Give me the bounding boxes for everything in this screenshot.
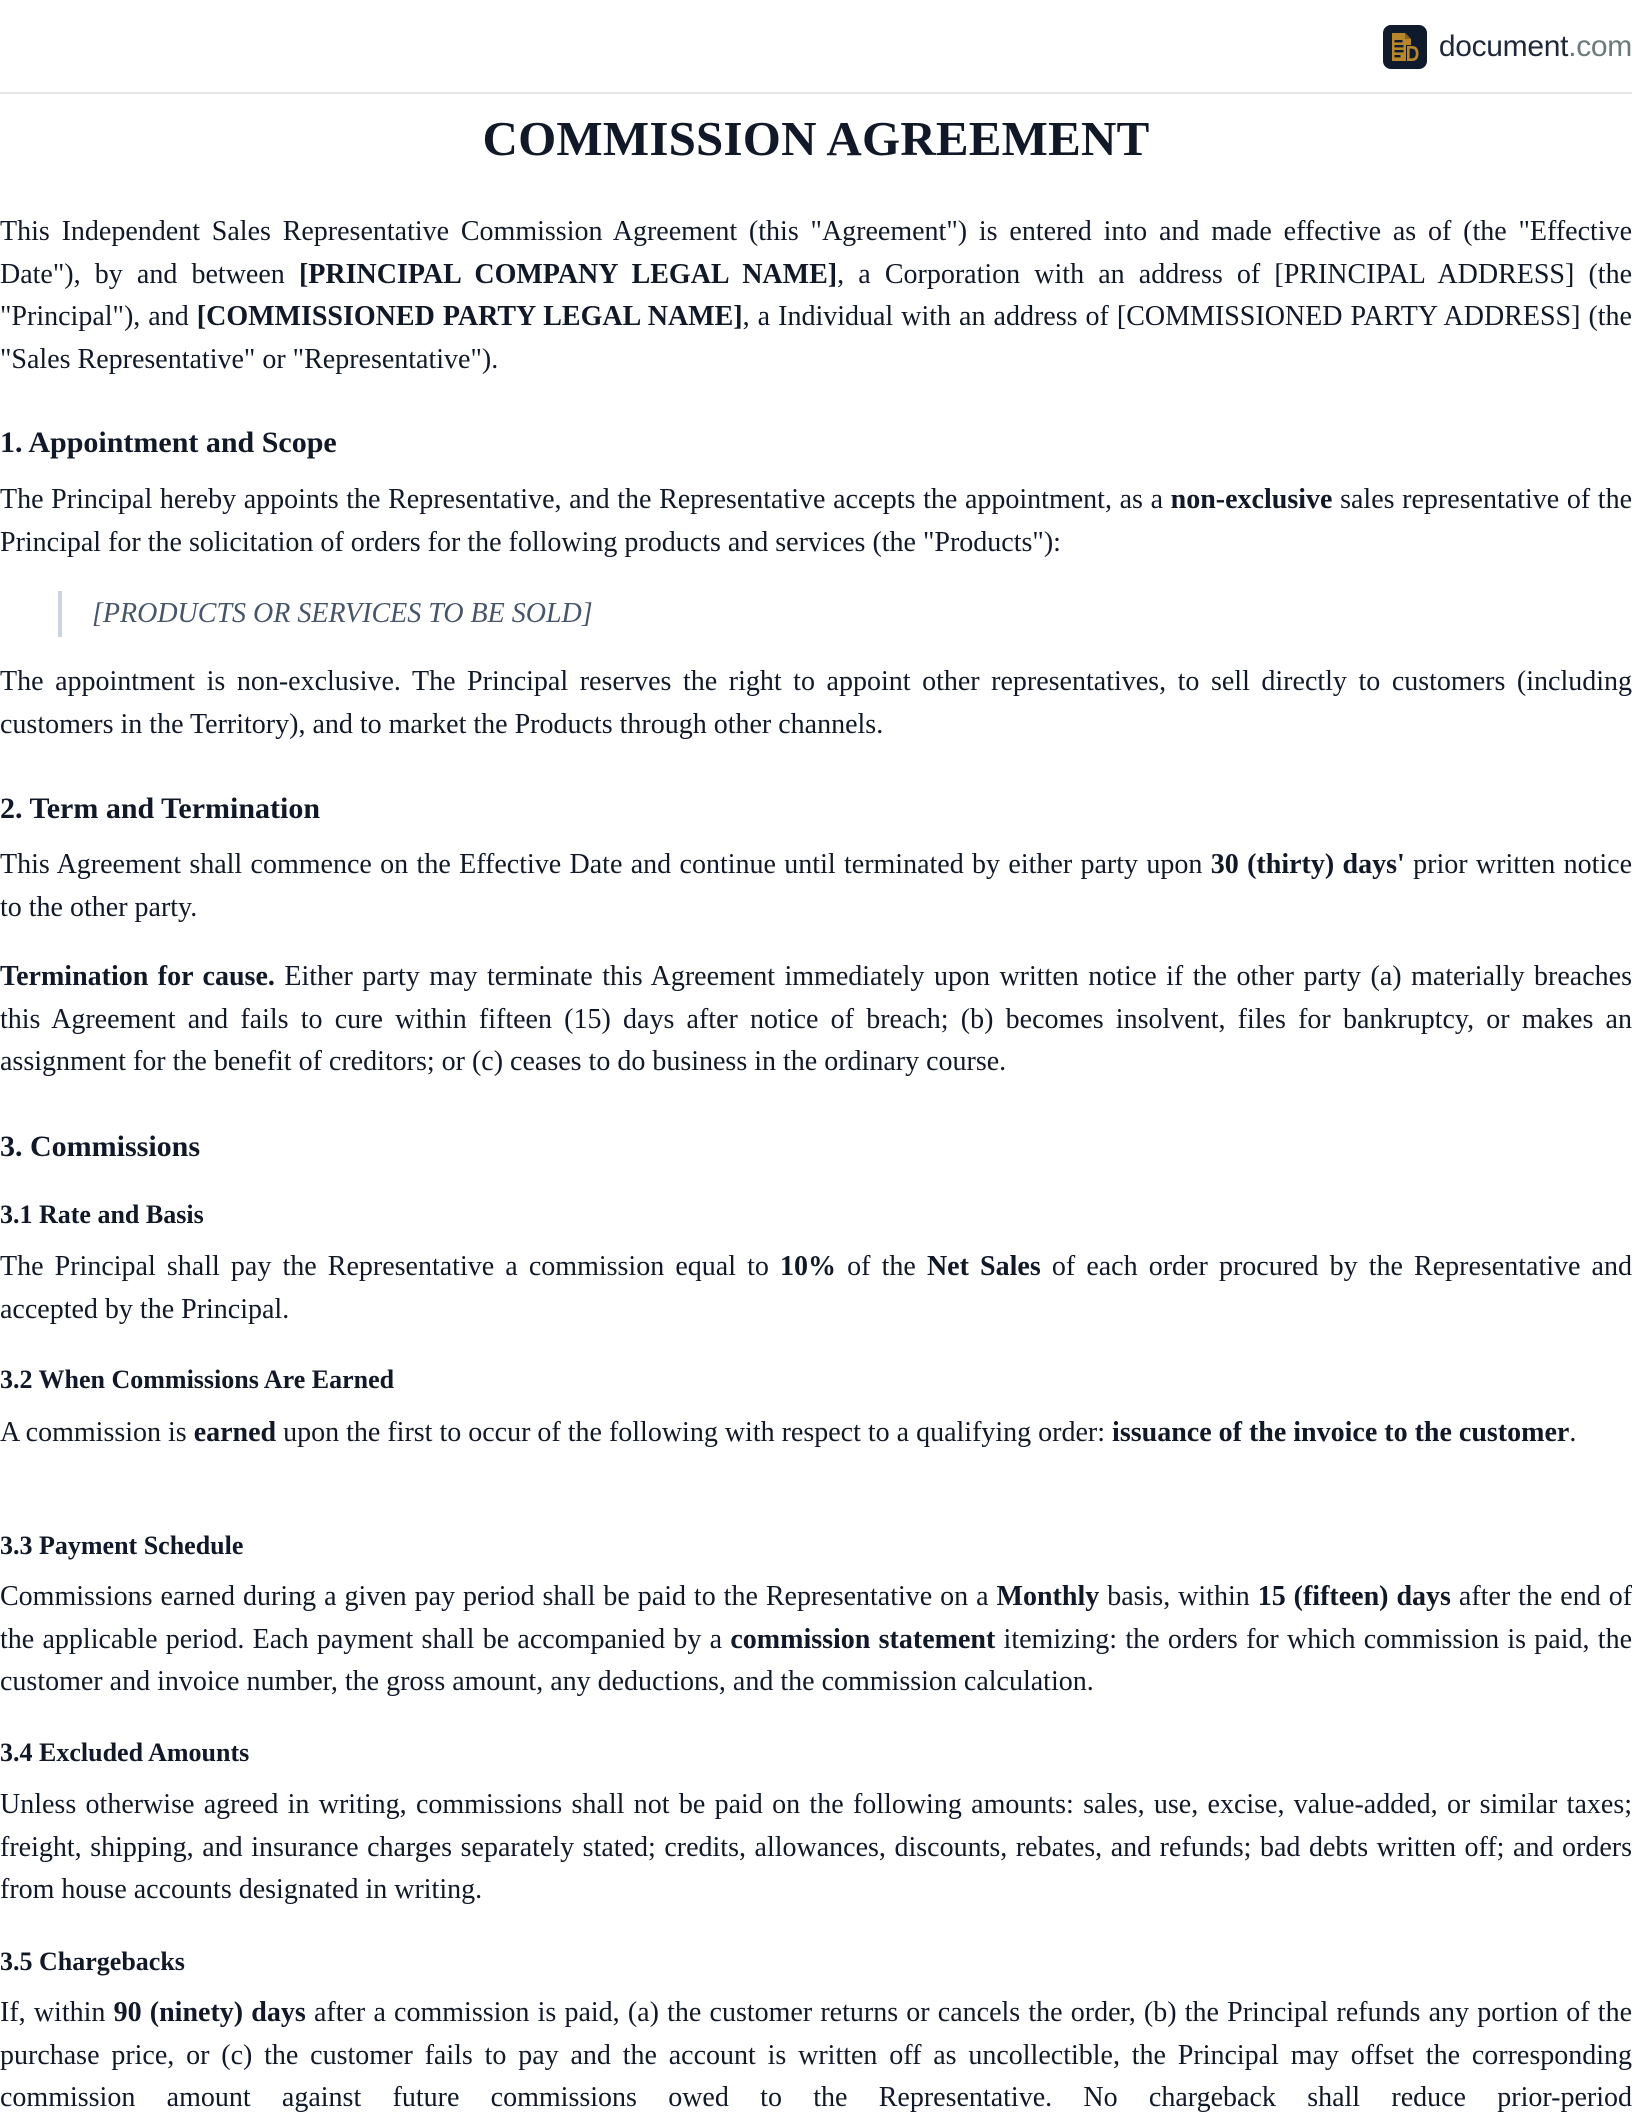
paragraph-text: prior written notice to the other party. [0, 849, 1632, 923]
emphasis-text: 10% [780, 1251, 837, 1282]
intro-paragraph [0, 211, 1632, 382]
emphasis-text: non-exclusive [1170, 484, 1333, 515]
subsection-heading-excluded: 3.4 Excluded Amounts [0, 1738, 250, 1767]
emphasis-text: issuance of the invoice to the customer [1112, 1417, 1570, 1448]
intro-text: This Independent Sales Representative Commission Agreement (this "Agreement") is entered into and made effective as of (the "Effective Date"), by and between [0, 216, 1632, 290]
paragraph-text: sales representative of the Principal for the solicitation of orders for the following products and services (the "Products"): [0, 484, 1632, 558]
emphasis-text: 15 (fifteen) days [1257, 1581, 1451, 1612]
commissioned-party-placeholder: [COMMISSIONED PARTY LEGAL NAME] [196, 301, 743, 333]
paragraph-text: Commissions earned during a given pay period shall be paid to the Representative on a [0, 1581, 997, 1612]
subsection-heading-earned: 3.2 When Commissions Are Earned [0, 1365, 395, 1394]
paragraph-text: The Principal shall pay the Representative a commission equal to [0, 1251, 781, 1282]
brand-link[interactable] [1383, 25, 1632, 69]
brand-wordmark [1439, 25, 1632, 69]
paragraph-text: The Principal hereby appoints the Representative, and the Representative accepts the appointment, as a [0, 484, 1171, 515]
subsection-heading-rate: 3.1 Rate and Basis [0, 1200, 204, 1229]
paragraph-text: A commission is [0, 1417, 194, 1448]
paragraph-text: This Agreement shall commence on the Effective Date and continue until terminated by either party upon [0, 849, 1211, 880]
appointment-paragraph [0, 479, 1632, 564]
paragraph-text: after a commission is paid, (a) the customer returns or cancels the order, (b) the Principal refunds any portion of the purchase price, or (c) the customer fails to pay and the account is written off as uncollectible, the Principal may offset the corresponding commission amount against future commissions owed to the Representative. No chargeback shall reduce prior-period [0, 1997, 1632, 2114]
products-placeholder-quote: [PRODUCTS OR SERVICES TO BE SOLD] [58, 591, 593, 637]
paragraph-text: of the [836, 1251, 927, 1282]
section-heading-appointment: 1. Appointment and Scope [0, 426, 337, 459]
termination-for-cause-paragraph [0, 956, 1632, 1084]
subsection-heading-payment: 3.3 Payment Schedule [0, 1531, 244, 1560]
section-heading-term: 2. Term and Termination [0, 792, 321, 825]
paragraph-text: of each order procured by the Representative and accepted by the Principal. [0, 1251, 1632, 1325]
paragraph-text: . [1569, 1417, 1577, 1448]
paragraph-text: itemizing: the orders for which commission is paid, the customer and invoice number, the gross amount, any deductions, and the commission calculation. [0, 1623, 1632, 1698]
payment-paragraph [0, 1576, 1632, 1704]
paragraph-text: basis, within [1099, 1581, 1258, 1612]
non-exclusive-paragraph: The appointment is non-exclusive. The Principal reserves the right to appoint other representatives, to sell directly to customers (including customers in the Territory), and to market the Products through other channels. [0, 666, 1632, 740]
excluded-paragraph: Unless otherwise agreed in writing, commissions shall not be paid on the following amounts: sales, use, excise, value-added, or similar taxes; freight, shipping, and insurance charges separately stated; credits, allowances, discounts, rebates, and refunds; bad debts written off; and orders from house accounts designated in writing. [0, 1789, 1632, 1906]
top-bar [0, 0, 1632, 94]
emphasis-text: 30 (thirty) days' [1210, 849, 1405, 880]
paragraph-text: after the end of the applicable period. Each payment shall be accompanied by a [0, 1581, 1632, 1655]
emphasis-text: Monthly [996, 1581, 1100, 1612]
brand-name: document [1438, 30, 1569, 63]
intro-text: , a Individual with an address of [COMMISSIONED PARTY ADDRESS] (the "Sales Representative" or "Representative"). [0, 301, 1632, 376]
emphasis-text: commission statement [730, 1623, 996, 1655]
emphasis-text: Net Sales [926, 1251, 1041, 1282]
document-logo-icon [1383, 25, 1427, 69]
emphasis-text: Termination for cause. [0, 961, 275, 992]
subsection-heading-chargebacks: 3.5 Chargebacks [0, 1947, 185, 1976]
brand-tld: .com [1568, 30, 1632, 63]
earned-paragraph [0, 1412, 1632, 1455]
principal-name-placeholder: [PRINCIPAL COMPANY LEGAL NAME] [298, 258, 838, 290]
paragraph-text: upon the first to occur of the following with respect to a qualifying order: [276, 1417, 1113, 1448]
document-title: COMMISSION AGREEMENT [482, 111, 1150, 166]
paragraph-text: If, within [0, 1997, 114, 2028]
section-heading-commissions: 3. Commissions [0, 1130, 201, 1163]
paragraph-text: Either party may terminate this Agreement immediately upon written notice if the other party (a) materially breaches this Agreement and fails to cure within fifteen (15) days after notice of breach; (b) becomes insolvent, files for bankruptcy, or makes an assignment for the benefit of creditors; or (c) ceases to do business in the ordinary course. [0, 961, 1632, 1078]
emphasis-text: 90 (ninety) days [113, 1997, 306, 2028]
rate-paragraph [0, 1246, 1632, 1331]
term-paragraph [0, 844, 1632, 929]
emphasis-text: earned [193, 1417, 277, 1448]
chargebacks-paragraph [0, 1992, 1632, 2120]
intro-text: , a Corporation with an address of [PRINCIPAL ADDRESS] (the "Principal"), and [0, 258, 1632, 333]
